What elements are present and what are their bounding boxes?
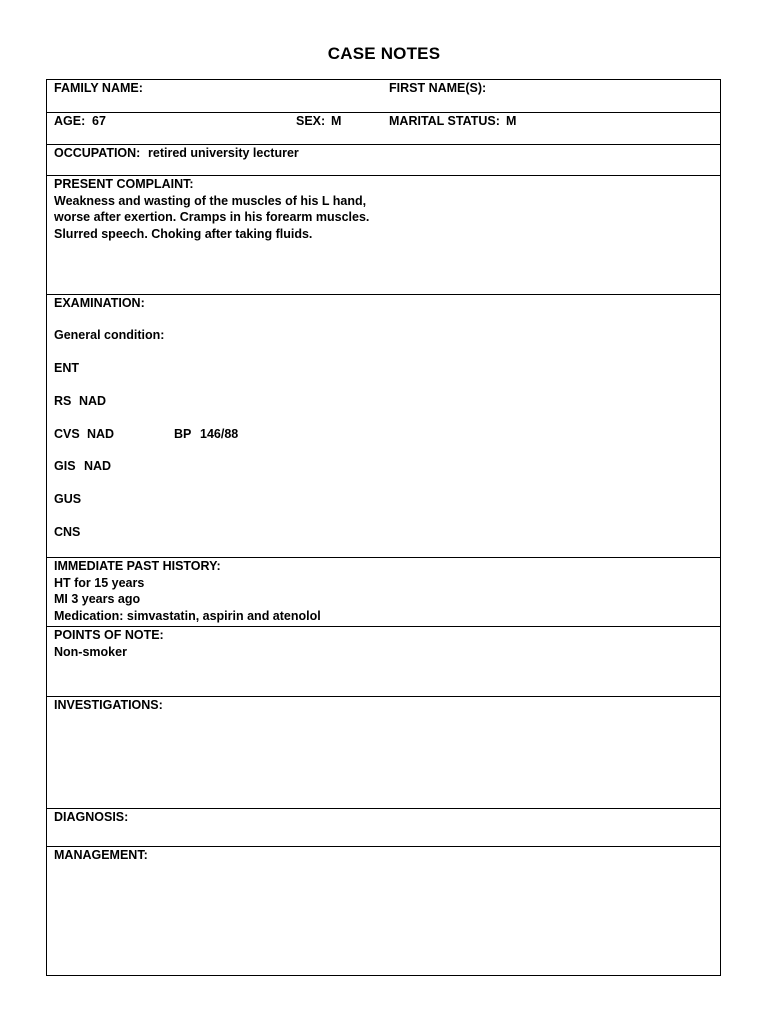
sex-label: SEX: [296,114,326,128]
case-notes-form [46,79,721,976]
marital-status-label: MARITAL STATUS: [389,114,500,128]
ent-label: ENT [54,361,79,375]
demographics-row [47,112,720,144]
rs-value[interactable]: NAD [79,394,107,408]
past-history-line: MI 3 years ago [54,592,141,606]
past-history-text[interactable] [54,558,321,624]
general-condition-label: General condition: [54,328,165,342]
family-name-label: FAMILY NAME: [54,81,143,95]
cvs-label: CVS [54,427,80,441]
document-title: CASE NOTES [327,44,441,63]
present-complaint-line: Slurred speech. Choking after taking fluids. [54,226,313,241]
gis-label: GIS [54,459,76,473]
present-complaint-label: PRESENT COMPLAINT: [54,177,194,191]
management-label: MANAGEMENT: [54,848,148,862]
gus-label: GUS [54,492,82,506]
sex-value[interactable]: M [331,114,342,128]
investigations-label: INVESTIGATIONS: [54,698,163,712]
present-complaint-text[interactable] [54,176,369,242]
present-complaint-line: worse after exertion. Cramps in his forearm muscles. [54,210,370,224]
past-history-label: IMMEDIATE PAST HISTORY: [54,559,221,573]
marital-status-value[interactable]: M [506,114,517,128]
points-of-note-text[interactable] [54,627,164,660]
age-value[interactable]: 67 [92,114,106,128]
examination-label: EXAMINATION: [54,296,145,310]
past-history-line: Medication: simvastatin, aspirin and atenolol [54,608,321,623]
past-history-section [47,557,720,626]
diagnosis-section[interactable] [47,808,720,846]
occupation-row [47,144,720,175]
present-complaint-line: Weakness and wasting of the muscles of his L hand, [54,193,367,208]
bp-label: BP [174,427,192,441]
rs-label: RS [54,394,72,408]
occupation-value[interactable]: retired university lecturer [148,146,299,160]
bp-value[interactable]: 146/88 [200,427,239,441]
cns-label: CNS [54,525,81,539]
diagnosis-label: DIAGNOSIS: [54,810,129,824]
investigations-section[interactable] [47,696,720,808]
cvs-value[interactable]: NAD [87,427,115,441]
first-names-label: FIRST NAME(S): [389,81,487,95]
points-of-note-section [47,626,720,696]
points-of-note-label: POINTS OF NOTE: [54,628,164,642]
past-history-line: HT for 15 years [54,575,145,590]
present-complaint-section [47,175,720,294]
examination-section [47,294,720,557]
management-section[interactable] [47,846,720,976]
gis-value[interactable]: NAD [84,459,112,473]
name-row [47,80,720,112]
points-of-note-line: Non-smoker [54,644,127,659]
occupation-label: OCCUPATION: [54,146,141,160]
age-label: AGE: [54,114,86,128]
